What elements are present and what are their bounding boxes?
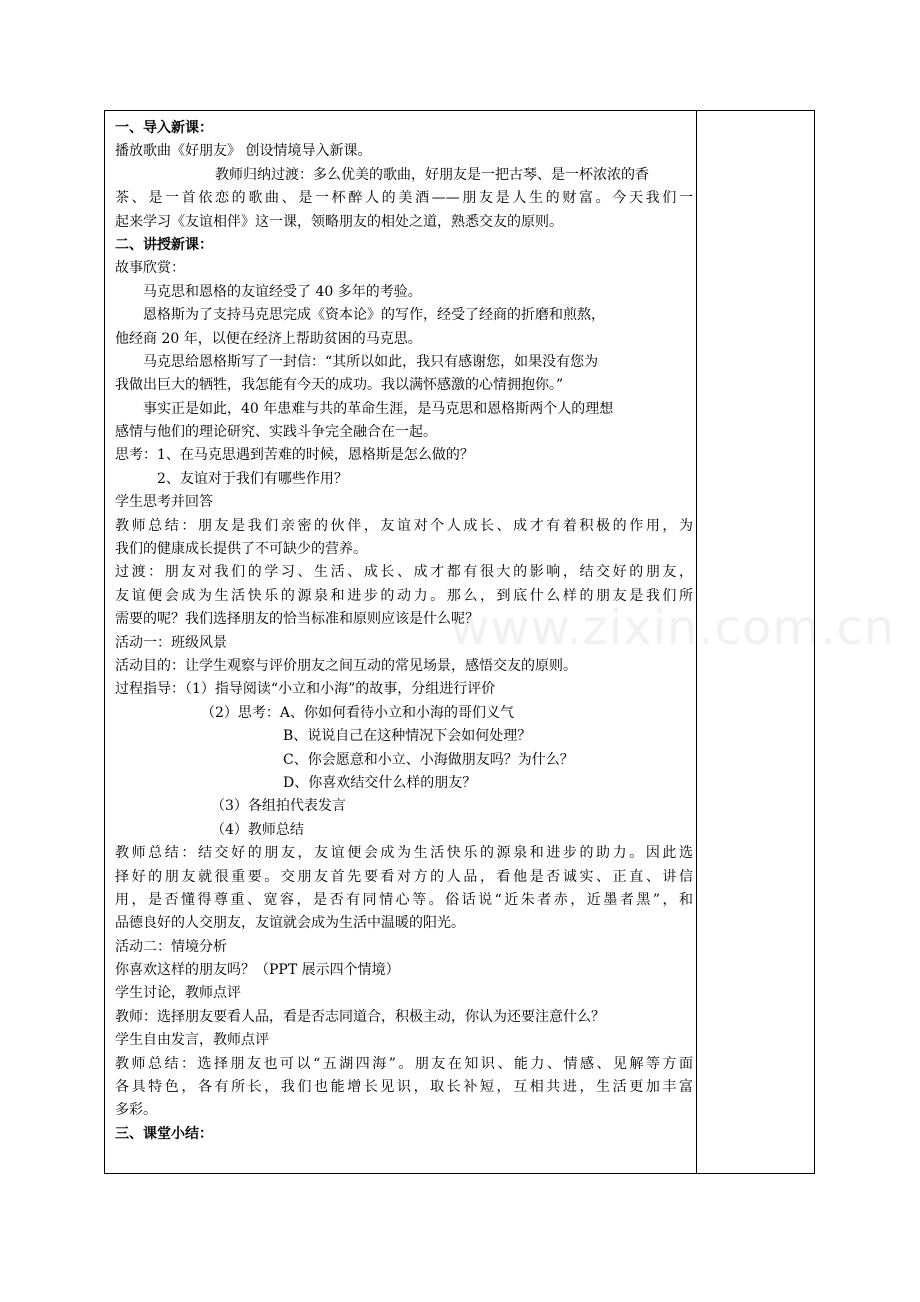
text-line: 需要的呢？我们选择朋友的恰当标准和原则应该是什么呢？	[115, 611, 479, 628]
text-line: 教师总结：朋友是我们亲密的伙伴，友谊对个人成长、成才有着积极的作用，为	[115, 517, 693, 534]
text-line: 事实正是如此，40 年患难与共的革命生涯，是马克思和恩格斯两个人的理想	[143, 400, 614, 417]
text-line: 思考：1、在马克思遇到苦难的时候，恩格斯是怎么做的？	[115, 447, 474, 464]
text-line: 过渡：朋友对我们的学习、生活、成长、成才都有很大的影响，结交好的朋友，	[115, 564, 693, 581]
text-line: 恩格斯为了支持马克思完成《资本论》的写作，经受了经商的折磨和煎熬，	[143, 307, 605, 324]
text-line: 播放歌曲《好朋友》 创设情境导入新课。	[115, 143, 372, 160]
text-line: 学生自由发言，教师点评	[115, 1032, 269, 1049]
section-heading-intro: 一、导入新课：	[115, 120, 213, 136]
text-line: 多彩。	[115, 1102, 157, 1119]
text-line: 教师归纳过渡：多么优美的歌曲，好朋友是一把古琴、是一杯浓浓的香	[215, 166, 649, 183]
text-line: 活动二：情境分析	[115, 938, 227, 955]
text-line: 用，是否懂得尊重、宽容，是否有同情心等。俗话说“近朱者赤，近墨者黑”，和	[115, 891, 693, 908]
section-heading-teaching: 二、讲授新课：	[115, 236, 213, 253]
watermark-text: www.zixin.com.cn	[450, 600, 896, 656]
text-line: C、你会愿意和小立、小海做朋友吗？为什么？	[283, 751, 574, 768]
text-line: 他经商 20 年，以便在经济上帮助贫困的马克思。	[115, 330, 422, 347]
text-line: 学生讨论，教师点评	[115, 985, 241, 1002]
text-line: （2）思考：A、你如何看待小立和小海的哥们义气	[201, 704, 515, 721]
text-line: 品德良好的人交朋友，友谊就会成为生活中温暖的阳光。	[115, 915, 465, 932]
text-line: D、你喜欢结交什么样的朋友？	[283, 774, 477, 791]
text-line: 起来学习《友谊相伴》这一课，领略朋友的相处之道，熟悉交友的原则。	[115, 213, 563, 230]
text-line: 茶、是一首依恋的歌曲、是一杯醉人的美酒——朋友是人生的财富。今天我们一	[115, 190, 693, 207]
text-line: 活动一：班级风景	[115, 634, 227, 651]
text-line: 教师总结：结交好的朋友，友谊便会成为生活快乐的源泉和进步的助力。因此选	[115, 845, 693, 862]
text-line: 教师总结：选择朋友也可以“五湖四海”。朋友在知识、能力、情感、见解等方面	[115, 1055, 693, 1072]
notes-cell	[697, 111, 814, 1173]
text-line: 友谊便会成为生活快乐的源泉和进步的动力。那么，到底什么样的朋友是我们所	[115, 587, 693, 604]
text-line: （3）各组拍代表发言	[211, 798, 346, 815]
text-line: 我做出巨大的牺牲，我怎能有今天的成功。我以满怀感激的心情拥抱你。”	[115, 377, 564, 394]
content-lines	[115, 117, 693, 1146]
lesson-plan-table	[104, 110, 815, 1174]
text-line: 感情与他们的理论研究、实践斗争完全融合在一起。	[115, 424, 437, 441]
text-line: 我们的健康成长提供了不可缺少的营养。	[115, 541, 367, 558]
text-line: 2、友谊对于我们有哪些作用？	[157, 470, 348, 487]
text-line: 故事欣赏：	[115, 260, 185, 277]
text-line: 各具特色，各有所长，我们也能增长见识，取长补短，互相共进，生活更加丰富	[115, 1079, 693, 1096]
text-line: 学生思考并回答	[115, 494, 213, 511]
text-line: 择好的朋友就很重要。交朋友首先要看对方的人品，看他是否诚实、正直、讲信	[115, 868, 693, 885]
content-cell	[105, 111, 697, 1173]
text-line: 过程指导：（1）指导阅读“小立和小海”的故事，分组进行评价	[115, 681, 496, 698]
section-heading-summary: 三、课堂小结：	[115, 1125, 213, 1142]
text-line: 马克思给恩格斯写了一封信：“其所以如此，我只有感谢您，如果没有您为	[143, 353, 599, 370]
text-line: B、说说自己在这种情况下会如何处理？	[283, 728, 532, 745]
text-line: （4）教师总结	[211, 821, 304, 838]
text-line: 你喜欢这样的朋友吗？（PPT 展示四个情境）	[115, 962, 400, 979]
text-line: 活动目的：让学生观察与评价朋友之间互动的常见场景，感悟交友的原则。	[115, 657, 577, 674]
text-line: 马克思和恩格的友谊经受了 40 多年的考验。	[143, 283, 422, 300]
text-line: 教师：选择朋友要看人品，看是否志同道合，积极主动，你认为还要注意什么？	[115, 1008, 605, 1025]
